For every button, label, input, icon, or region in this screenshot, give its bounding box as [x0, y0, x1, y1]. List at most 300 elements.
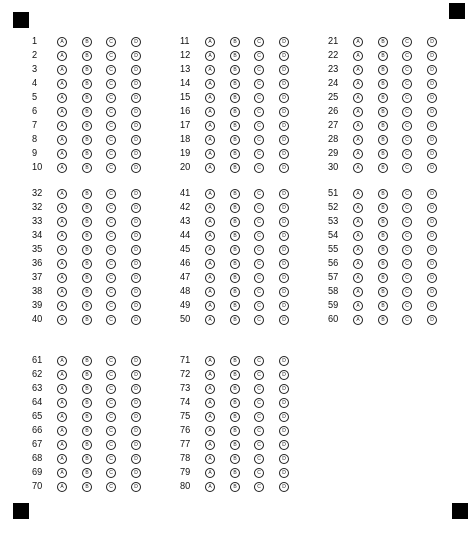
answer-bubble-b[interactable]: B: [230, 482, 240, 492]
answer-bubble-a[interactable]: A: [205, 189, 215, 199]
answer-bubble-b[interactable]: B: [230, 217, 240, 227]
answer-bubble-c[interactable]: C: [254, 273, 264, 283]
answer-bubble-b[interactable]: B: [82, 189, 92, 199]
answer-bubble-c[interactable]: C: [254, 189, 264, 199]
answer-bubble-d[interactable]: D: [131, 149, 141, 159]
answer-bubble-c[interactable]: C: [402, 231, 412, 241]
answer-bubble-a[interactable]: A: [353, 287, 363, 297]
answer-bubble-a[interactable]: A: [57, 301, 67, 311]
answer-bubble-c[interactable]: C: [254, 356, 264, 366]
answer-bubble-c[interactable]: C: [254, 51, 264, 61]
answer-bubble-c[interactable]: C: [402, 259, 412, 269]
answer-bubble-c[interactable]: C: [106, 93, 116, 103]
answer-bubble-d[interactable]: D: [279, 426, 289, 436]
answer-bubble-a[interactable]: A: [205, 482, 215, 492]
answer-bubble-a[interactable]: A: [353, 51, 363, 61]
answer-bubble-d[interactable]: D: [427, 163, 437, 173]
answer-bubble-b[interactable]: B: [378, 217, 388, 227]
answer-bubble-c[interactable]: C: [402, 121, 412, 131]
answer-bubble-c[interactable]: C: [106, 259, 116, 269]
answer-bubble-d[interactable]: D: [427, 135, 437, 145]
answer-bubble-b[interactable]: B: [82, 93, 92, 103]
answer-bubble-d[interactable]: D: [279, 454, 289, 464]
answer-bubble-a[interactable]: A: [57, 468, 67, 478]
answer-bubble-d[interactable]: D: [131, 93, 141, 103]
answer-bubble-a[interactable]: A: [205, 301, 215, 311]
answer-bubble-d[interactable]: D: [279, 301, 289, 311]
answer-bubble-a[interactable]: A: [205, 398, 215, 408]
answer-bubble-c[interactable]: C: [106, 273, 116, 283]
answer-bubble-c[interactable]: C: [402, 273, 412, 283]
answer-bubble-b[interactable]: B: [230, 245, 240, 255]
answer-bubble-a[interactable]: A: [57, 121, 67, 131]
answer-bubble-b[interactable]: B: [82, 163, 92, 173]
answer-bubble-b[interactable]: B: [82, 468, 92, 478]
answer-bubble-b[interactable]: B: [378, 245, 388, 255]
answer-bubble-b[interactable]: B: [230, 315, 240, 325]
answer-bubble-b[interactable]: B: [82, 135, 92, 145]
answer-bubble-b[interactable]: B: [82, 149, 92, 159]
answer-bubble-a[interactable]: A: [353, 93, 363, 103]
answer-bubble-b[interactable]: B: [230, 79, 240, 89]
answer-bubble-a[interactable]: A: [353, 231, 363, 241]
answer-bubble-b[interactable]: B: [230, 259, 240, 269]
answer-bubble-c[interactable]: C: [106, 163, 116, 173]
answer-bubble-c[interactable]: C: [106, 245, 116, 255]
answer-bubble-d[interactable]: D: [427, 245, 437, 255]
answer-bubble-d[interactable]: D: [427, 315, 437, 325]
answer-bubble-a[interactable]: A: [57, 370, 67, 380]
answer-bubble-b[interactable]: B: [82, 51, 92, 61]
answer-bubble-c[interactable]: C: [254, 384, 264, 394]
answer-bubble-b[interactable]: B: [378, 259, 388, 269]
answer-bubble-d[interactable]: D: [427, 107, 437, 117]
answer-bubble-d[interactable]: D: [279, 107, 289, 117]
answer-bubble-a[interactable]: A: [205, 51, 215, 61]
answer-bubble-b[interactable]: B: [378, 315, 388, 325]
answer-bubble-a[interactable]: A: [57, 107, 67, 117]
answer-bubble-a[interactable]: A: [353, 163, 363, 173]
answer-bubble-c[interactable]: C: [254, 79, 264, 89]
answer-bubble-a[interactable]: A: [57, 273, 67, 283]
answer-bubble-c[interactable]: C: [402, 189, 412, 199]
answer-bubble-a[interactable]: A: [353, 149, 363, 159]
answer-bubble-b[interactable]: B: [230, 93, 240, 103]
answer-bubble-b[interactable]: B: [378, 79, 388, 89]
answer-bubble-a[interactable]: A: [205, 315, 215, 325]
answer-bubble-d[interactable]: D: [279, 51, 289, 61]
answer-bubble-b[interactable]: B: [82, 203, 92, 213]
answer-bubble-c[interactable]: C: [402, 287, 412, 297]
answer-bubble-c[interactable]: C: [402, 149, 412, 159]
answer-bubble-a[interactable]: A: [353, 259, 363, 269]
answer-bubble-a[interactable]: A: [57, 231, 67, 241]
answer-bubble-b[interactable]: B: [230, 440, 240, 450]
answer-bubble-d[interactable]: D: [131, 135, 141, 145]
answer-bubble-c[interactable]: C: [106, 189, 116, 199]
answer-bubble-d[interactable]: D: [131, 189, 141, 199]
answer-bubble-a[interactable]: A: [57, 398, 67, 408]
answer-bubble-c[interactable]: C: [254, 65, 264, 75]
answer-bubble-a[interactable]: A: [205, 259, 215, 269]
answer-bubble-b[interactable]: B: [230, 107, 240, 117]
answer-bubble-b[interactable]: B: [82, 245, 92, 255]
answer-bubble-d[interactable]: D: [279, 93, 289, 103]
answer-bubble-a[interactable]: A: [57, 426, 67, 436]
answer-bubble-d[interactable]: D: [131, 203, 141, 213]
answer-bubble-a[interactable]: A: [57, 412, 67, 422]
answer-bubble-c[interactable]: C: [254, 426, 264, 436]
answer-bubble-b[interactable]: B: [230, 287, 240, 297]
answer-bubble-d[interactable]: D: [427, 189, 437, 199]
answer-bubble-d[interactable]: D: [427, 93, 437, 103]
answer-bubble-a[interactable]: A: [353, 135, 363, 145]
answer-bubble-b[interactable]: B: [230, 121, 240, 131]
answer-bubble-a[interactable]: A: [205, 440, 215, 450]
answer-bubble-b[interactable]: B: [82, 287, 92, 297]
answer-bubble-c[interactable]: C: [106, 149, 116, 159]
answer-bubble-b[interactable]: B: [82, 370, 92, 380]
answer-bubble-d[interactable]: D: [131, 356, 141, 366]
answer-bubble-c[interactable]: C: [402, 301, 412, 311]
answer-bubble-b[interactable]: B: [82, 398, 92, 408]
answer-bubble-d[interactable]: D: [131, 454, 141, 464]
answer-bubble-a[interactable]: A: [205, 37, 215, 47]
answer-bubble-d[interactable]: D: [131, 37, 141, 47]
answer-bubble-d[interactable]: D: [131, 315, 141, 325]
answer-bubble-a[interactable]: A: [205, 287, 215, 297]
answer-bubble-c[interactable]: C: [106, 51, 116, 61]
answer-bubble-c[interactable]: C: [254, 203, 264, 213]
answer-bubble-a[interactable]: A: [57, 79, 67, 89]
answer-bubble-d[interactable]: D: [131, 259, 141, 269]
answer-bubble-b[interactable]: B: [378, 149, 388, 159]
answer-bubble-c[interactable]: C: [254, 259, 264, 269]
answer-bubble-a[interactable]: A: [205, 65, 215, 75]
answer-bubble-c[interactable]: C: [106, 398, 116, 408]
answer-bubble-d[interactable]: D: [279, 412, 289, 422]
answer-bubble-a[interactable]: A: [205, 273, 215, 283]
answer-bubble-d[interactable]: D: [131, 384, 141, 394]
answer-bubble-b[interactable]: B: [230, 231, 240, 241]
answer-bubble-c[interactable]: C: [106, 440, 116, 450]
answer-bubble-a[interactable]: A: [205, 412, 215, 422]
answer-bubble-c[interactable]: C: [254, 245, 264, 255]
answer-bubble-b[interactable]: B: [82, 482, 92, 492]
answer-bubble-b[interactable]: B: [230, 468, 240, 478]
answer-bubble-d[interactable]: D: [131, 482, 141, 492]
answer-bubble-d[interactable]: D: [131, 79, 141, 89]
answer-bubble-d[interactable]: D: [279, 259, 289, 269]
answer-bubble-a[interactable]: A: [205, 79, 215, 89]
answer-bubble-d[interactable]: D: [131, 468, 141, 478]
answer-bubble-b[interactable]: B: [230, 301, 240, 311]
answer-bubble-d[interactable]: D: [279, 149, 289, 159]
answer-bubble-b[interactable]: B: [82, 301, 92, 311]
answer-bubble-c[interactable]: C: [254, 315, 264, 325]
answer-bubble-c[interactable]: C: [106, 412, 116, 422]
answer-bubble-b[interactable]: B: [82, 107, 92, 117]
answer-bubble-c[interactable]: C: [106, 121, 116, 131]
answer-bubble-d[interactable]: D: [279, 231, 289, 241]
answer-bubble-b[interactable]: B: [230, 454, 240, 464]
answer-bubble-b[interactable]: B: [82, 65, 92, 75]
answer-bubble-c[interactable]: C: [254, 121, 264, 131]
answer-bubble-c[interactable]: C: [254, 135, 264, 145]
answer-bubble-d[interactable]: D: [131, 398, 141, 408]
answer-bubble-c[interactable]: C: [402, 51, 412, 61]
answer-bubble-b[interactable]: B: [82, 259, 92, 269]
answer-bubble-c[interactable]: C: [402, 315, 412, 325]
answer-bubble-c[interactable]: C: [254, 454, 264, 464]
answer-bubble-b[interactable]: B: [378, 273, 388, 283]
answer-bubble-b[interactable]: B: [378, 65, 388, 75]
answer-bubble-d[interactable]: D: [279, 287, 289, 297]
answer-bubble-b[interactable]: B: [82, 412, 92, 422]
answer-bubble-c[interactable]: C: [254, 482, 264, 492]
answer-bubble-a[interactable]: A: [57, 384, 67, 394]
answer-bubble-c[interactable]: C: [106, 287, 116, 297]
answer-bubble-b[interactable]: B: [82, 384, 92, 394]
answer-bubble-d[interactable]: D: [279, 79, 289, 89]
answer-bubble-d[interactable]: D: [131, 107, 141, 117]
answer-bubble-a[interactable]: A: [353, 107, 363, 117]
answer-bubble-c[interactable]: C: [402, 163, 412, 173]
answer-bubble-b[interactable]: B: [378, 121, 388, 131]
answer-bubble-c[interactable]: C: [106, 468, 116, 478]
answer-bubble-b[interactable]: B: [378, 231, 388, 241]
answer-bubble-d[interactable]: D: [131, 301, 141, 311]
answer-bubble-d[interactable]: D: [279, 135, 289, 145]
answer-bubble-b[interactable]: B: [230, 51, 240, 61]
answer-bubble-a[interactable]: A: [353, 121, 363, 131]
answer-bubble-d[interactable]: D: [131, 217, 141, 227]
answer-bubble-d[interactable]: D: [427, 37, 437, 47]
answer-bubble-c[interactable]: C: [402, 93, 412, 103]
answer-bubble-c[interactable]: C: [254, 217, 264, 227]
answer-bubble-a[interactable]: A: [205, 217, 215, 227]
answer-bubble-b[interactable]: B: [82, 356, 92, 366]
answer-bubble-c[interactable]: C: [106, 482, 116, 492]
answer-bubble-d[interactable]: D: [427, 149, 437, 159]
answer-bubble-d[interactable]: D: [131, 287, 141, 297]
answer-bubble-b[interactable]: B: [378, 93, 388, 103]
answer-bubble-b[interactable]: B: [82, 79, 92, 89]
answer-bubble-a[interactable]: A: [205, 245, 215, 255]
answer-bubble-b[interactable]: B: [230, 384, 240, 394]
answer-bubble-b[interactable]: B: [82, 315, 92, 325]
answer-bubble-a[interactable]: A: [57, 454, 67, 464]
answer-bubble-a[interactable]: A: [57, 356, 67, 366]
answer-bubble-c[interactable]: C: [106, 315, 116, 325]
answer-bubble-b[interactable]: B: [230, 273, 240, 283]
answer-bubble-b[interactable]: B: [378, 301, 388, 311]
answer-bubble-d[interactable]: D: [279, 384, 289, 394]
answer-bubble-a[interactable]: A: [205, 163, 215, 173]
answer-bubble-b[interactable]: B: [378, 163, 388, 173]
answer-bubble-d[interactable]: D: [131, 163, 141, 173]
answer-bubble-d[interactable]: D: [279, 217, 289, 227]
answer-bubble-c[interactable]: C: [106, 301, 116, 311]
answer-bubble-c[interactable]: C: [106, 217, 116, 227]
answer-bubble-b[interactable]: B: [82, 217, 92, 227]
answer-bubble-d[interactable]: D: [427, 79, 437, 89]
answer-bubble-a[interactable]: A: [205, 121, 215, 131]
answer-bubble-d[interactable]: D: [131, 412, 141, 422]
answer-bubble-d[interactable]: D: [279, 440, 289, 450]
answer-bubble-a[interactable]: A: [205, 356, 215, 366]
answer-bubble-b[interactable]: B: [378, 51, 388, 61]
answer-bubble-d[interactable]: D: [427, 121, 437, 131]
answer-bubble-d[interactable]: D: [279, 482, 289, 492]
answer-bubble-a[interactable]: A: [205, 454, 215, 464]
answer-bubble-b[interactable]: B: [230, 370, 240, 380]
answer-bubble-c[interactable]: C: [106, 454, 116, 464]
answer-bubble-d[interactable]: D: [279, 65, 289, 75]
answer-bubble-d[interactable]: D: [427, 287, 437, 297]
answer-bubble-b[interactable]: B: [230, 189, 240, 199]
answer-bubble-c[interactable]: C: [106, 231, 116, 241]
answer-bubble-c[interactable]: C: [402, 135, 412, 145]
answer-bubble-c[interactable]: C: [106, 37, 116, 47]
answer-bubble-b[interactable]: B: [230, 398, 240, 408]
answer-bubble-a[interactable]: A: [57, 217, 67, 227]
answer-bubble-a[interactable]: A: [57, 93, 67, 103]
answer-bubble-d[interactable]: D: [279, 189, 289, 199]
answer-bubble-a[interactable]: A: [353, 245, 363, 255]
answer-bubble-a[interactable]: A: [57, 37, 67, 47]
answer-bubble-b[interactable]: B: [230, 412, 240, 422]
answer-bubble-a[interactable]: A: [353, 301, 363, 311]
answer-bubble-d[interactable]: D: [131, 231, 141, 241]
answer-bubble-d[interactable]: D: [279, 163, 289, 173]
answer-bubble-c[interactable]: C: [106, 356, 116, 366]
answer-bubble-c[interactable]: C: [254, 37, 264, 47]
answer-bubble-c[interactable]: C: [106, 203, 116, 213]
answer-bubble-a[interactable]: A: [57, 482, 67, 492]
answer-bubble-d[interactable]: D: [279, 356, 289, 366]
answer-bubble-c[interactable]: C: [254, 287, 264, 297]
answer-bubble-d[interactable]: D: [427, 301, 437, 311]
answer-bubble-a[interactable]: A: [205, 468, 215, 478]
answer-bubble-a[interactable]: A: [353, 217, 363, 227]
answer-bubble-a[interactable]: A: [353, 65, 363, 75]
answer-bubble-a[interactable]: A: [205, 93, 215, 103]
answer-bubble-a[interactable]: A: [57, 203, 67, 213]
answer-bubble-c[interactable]: C: [254, 468, 264, 478]
answer-bubble-a[interactable]: A: [57, 245, 67, 255]
answer-bubble-a[interactable]: A: [205, 135, 215, 145]
answer-bubble-d[interactable]: D: [131, 440, 141, 450]
answer-bubble-d[interactable]: D: [131, 426, 141, 436]
answer-bubble-c[interactable]: C: [402, 107, 412, 117]
answer-bubble-b[interactable]: B: [378, 189, 388, 199]
answer-bubble-a[interactable]: A: [205, 426, 215, 436]
answer-bubble-c[interactable]: C: [254, 107, 264, 117]
answer-bubble-c[interactable]: C: [402, 245, 412, 255]
answer-bubble-d[interactable]: D: [279, 203, 289, 213]
answer-bubble-c[interactable]: C: [402, 217, 412, 227]
answer-bubble-a[interactable]: A: [353, 37, 363, 47]
answer-bubble-c[interactable]: C: [402, 37, 412, 47]
answer-bubble-c[interactable]: C: [106, 370, 116, 380]
answer-bubble-b[interactable]: B: [82, 273, 92, 283]
answer-bubble-c[interactable]: C: [106, 426, 116, 436]
answer-bubble-a[interactable]: A: [57, 65, 67, 75]
answer-bubble-a[interactable]: A: [57, 440, 67, 450]
answer-bubble-b[interactable]: B: [82, 440, 92, 450]
answer-bubble-a[interactable]: A: [353, 315, 363, 325]
answer-bubble-b[interactable]: B: [378, 135, 388, 145]
answer-bubble-b[interactable]: B: [82, 454, 92, 464]
answer-bubble-a[interactable]: A: [353, 273, 363, 283]
answer-bubble-d[interactable]: D: [427, 51, 437, 61]
answer-bubble-b[interactable]: B: [82, 37, 92, 47]
answer-bubble-b[interactable]: B: [230, 163, 240, 173]
answer-bubble-c[interactable]: C: [106, 107, 116, 117]
answer-bubble-b[interactable]: B: [378, 107, 388, 117]
answer-bubble-d[interactable]: D: [131, 121, 141, 131]
answer-bubble-a[interactable]: A: [353, 79, 363, 89]
answer-bubble-c[interactable]: C: [254, 440, 264, 450]
answer-bubble-d[interactable]: D: [427, 259, 437, 269]
answer-bubble-b[interactable]: B: [230, 37, 240, 47]
answer-bubble-a[interactable]: A: [57, 51, 67, 61]
answer-bubble-a[interactable]: A: [353, 189, 363, 199]
answer-bubble-a[interactable]: A: [57, 163, 67, 173]
answer-bubble-d[interactable]: D: [131, 51, 141, 61]
answer-bubble-a[interactable]: A: [205, 107, 215, 117]
answer-bubble-c[interactable]: C: [254, 93, 264, 103]
answer-bubble-c[interactable]: C: [254, 301, 264, 311]
answer-bubble-a[interactable]: A: [57, 135, 67, 145]
answer-bubble-a[interactable]: A: [205, 231, 215, 241]
answer-bubble-b[interactable]: B: [378, 203, 388, 213]
answer-bubble-b[interactable]: B: [230, 135, 240, 145]
answer-bubble-a[interactable]: A: [57, 259, 67, 269]
answer-bubble-c[interactable]: C: [254, 412, 264, 422]
answer-bubble-a[interactable]: A: [57, 149, 67, 159]
answer-bubble-a[interactable]: A: [205, 384, 215, 394]
answer-bubble-c[interactable]: C: [402, 79, 412, 89]
answer-bubble-b[interactable]: B: [230, 149, 240, 159]
answer-bubble-d[interactable]: D: [279, 398, 289, 408]
answer-bubble-b[interactable]: B: [82, 121, 92, 131]
answer-bubble-c[interactable]: C: [402, 203, 412, 213]
answer-bubble-c[interactable]: C: [106, 79, 116, 89]
answer-bubble-a[interactable]: A: [205, 370, 215, 380]
answer-bubble-d[interactable]: D: [279, 245, 289, 255]
answer-bubble-d[interactable]: D: [131, 65, 141, 75]
answer-bubble-d[interactable]: D: [279, 370, 289, 380]
answer-bubble-d[interactable]: D: [427, 65, 437, 75]
answer-bubble-d[interactable]: D: [427, 203, 437, 213]
answer-bubble-a[interactable]: A: [57, 189, 67, 199]
answer-bubble-d[interactable]: D: [131, 273, 141, 283]
answer-bubble-d[interactable]: D: [427, 217, 437, 227]
answer-bubble-d[interactable]: D: [427, 231, 437, 241]
answer-bubble-a[interactable]: A: [205, 203, 215, 213]
answer-bubble-a[interactable]: A: [57, 287, 67, 297]
answer-bubble-d[interactable]: D: [279, 37, 289, 47]
answer-bubble-d[interactable]: D: [279, 468, 289, 478]
answer-bubble-c[interactable]: C: [106, 384, 116, 394]
answer-bubble-d[interactable]: D: [279, 273, 289, 283]
answer-bubble-c[interactable]: C: [254, 370, 264, 380]
answer-bubble-b[interactable]: B: [82, 426, 92, 436]
answer-bubble-c[interactable]: C: [254, 149, 264, 159]
answer-bubble-a[interactable]: A: [205, 149, 215, 159]
